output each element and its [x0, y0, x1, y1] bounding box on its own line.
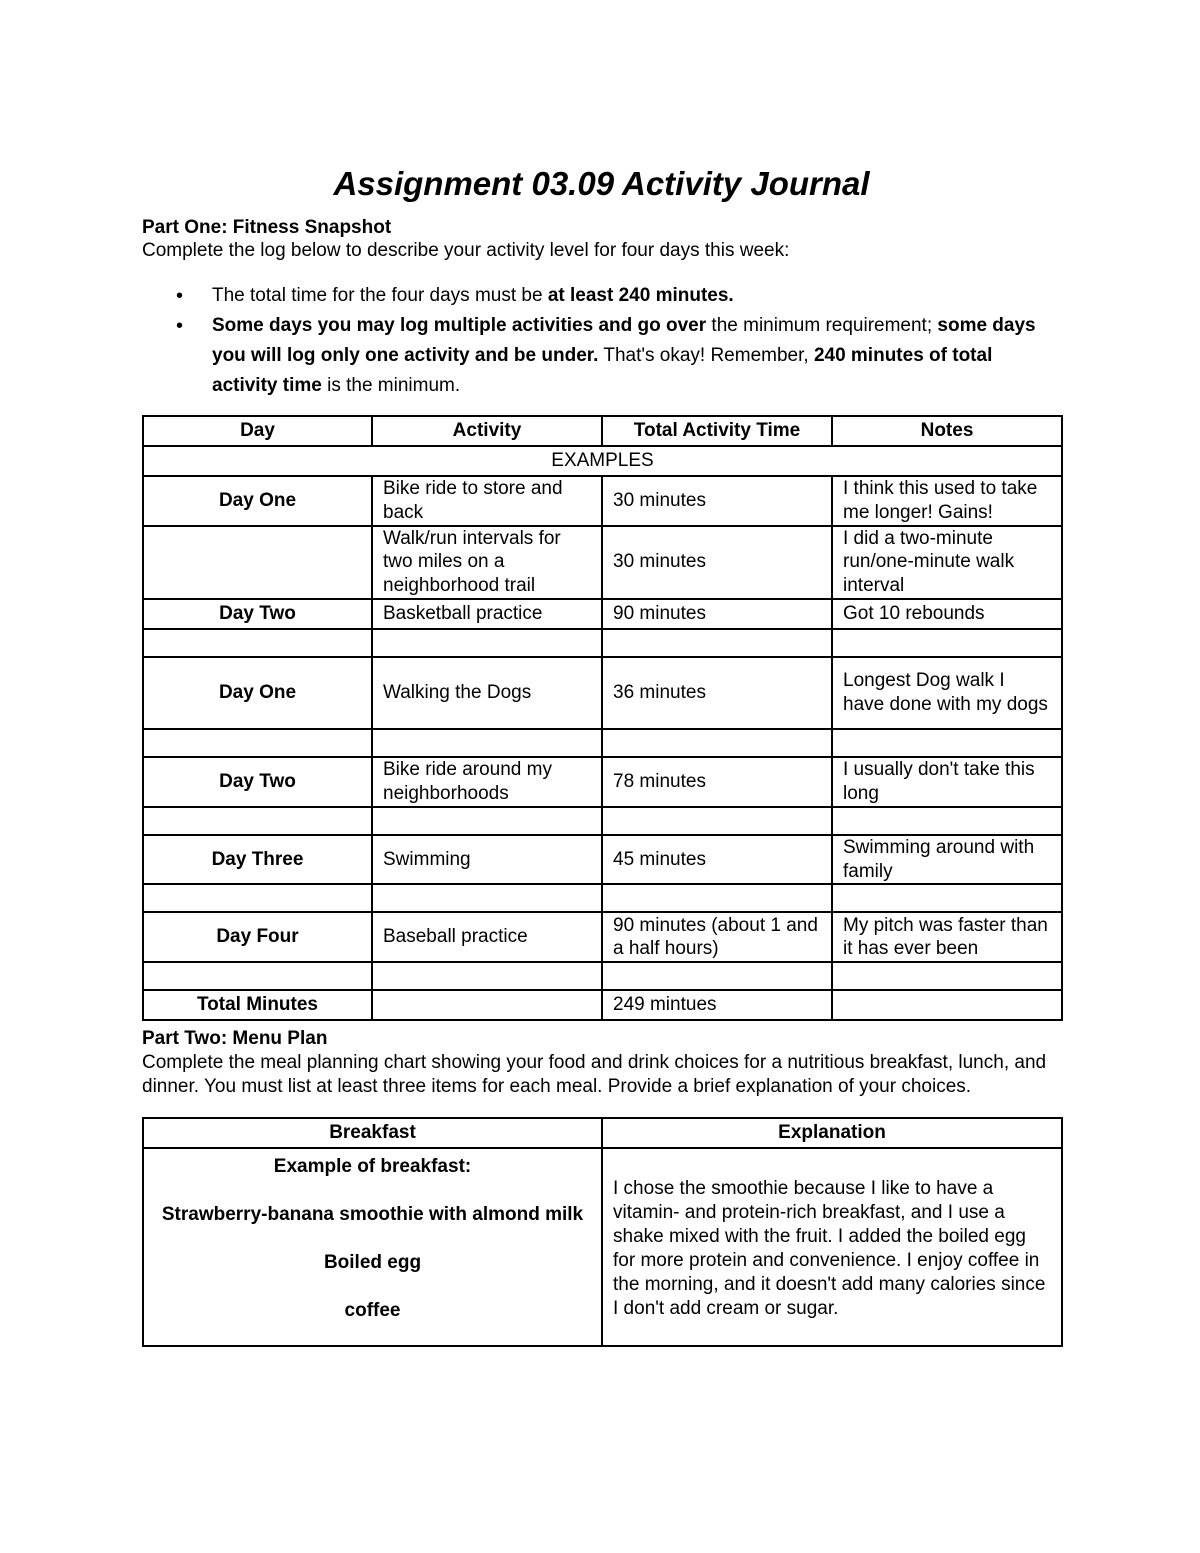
blank-row [143, 962, 1062, 990]
time-cell: 30 minutes [602, 476, 832, 526]
notes-cell: Swimming around with family [832, 835, 1062, 885]
blank-row [143, 729, 1062, 757]
time-cell: 78 minutes [602, 757, 832, 807]
header-total-time: Total Activity Time [602, 416, 832, 446]
part-two-intro: Complete the meal planning chart showing your food and drink choices for a nutritious breakfast, lunch, and dinner. You must list at least three items for each meal. Provide a brief explanation of your choices. [142, 1052, 1047, 1097]
table-row [143, 476, 1062, 526]
document-page [142, 164, 1061, 1347]
total-label: Total Minutes [143, 990, 372, 1020]
notes-cell: I think this used to take me longer! Gains! [832, 476, 1062, 526]
notes-cell: Longest Dog walk I have done with my dogs [832, 657, 1062, 729]
blank-row [143, 807, 1062, 835]
total-value: 249 mintues [602, 990, 832, 1020]
notes-cell: I did a two-minute run/one-minute walk interval [832, 526, 1062, 599]
time-cell: 90 minutes [602, 599, 832, 629]
requirement-bullet-1: • The total time for the four days must be at least 240 minutes. [212, 281, 1061, 311]
notes-cell: I usually don't take this long [832, 757, 1062, 807]
notes-cell: Got 10 rebounds [832, 599, 1062, 629]
table-row [143, 1148, 1062, 1346]
activity-cell: Basketball practice [372, 599, 602, 629]
day-cell [143, 526, 372, 599]
total-row [143, 990, 1062, 1020]
activity-cell: Walk/run intervals for two miles on a neighborhood trail [372, 526, 602, 599]
time-cell: 36 minutes [602, 657, 832, 729]
breakfast-item: coffee [344, 1299, 401, 1321]
time-cell: 90 minutes (about 1 and a half hours) [602, 912, 832, 962]
activity-cell: Baseball practice [372, 912, 602, 962]
breakfast-cell [143, 1148, 602, 1346]
part-two-heading: Part Two: Menu Plan [142, 1028, 328, 1050]
part-one-intro: Complete the log below to describe your activity level for four days this week: [142, 240, 790, 262]
activity-cell: Swimming [372, 835, 602, 885]
requirements-list [142, 281, 1061, 401]
table-header-row [143, 416, 1062, 446]
day-cell: Day Two [143, 599, 372, 629]
header-day: Day [143, 416, 372, 446]
breakfast-item: Boiled egg [323, 1251, 422, 1273]
notes-cell: My pitch was faster than it has ever been [832, 912, 1062, 962]
header-notes: Notes [832, 416, 1062, 446]
table-header-row [143, 1118, 1062, 1148]
time-cell: 45 minutes [602, 835, 832, 885]
activity-cell: Bike ride to store and back [372, 476, 602, 526]
blank-row [143, 629, 1062, 657]
examples-row [143, 446, 1062, 476]
part-two-section [142, 1027, 1061, 1346]
table-row [143, 657, 1062, 729]
day-cell: Day One [143, 657, 372, 729]
header-breakfast: Breakfast [143, 1118, 602, 1148]
header-activity: Activity [372, 416, 602, 446]
time-cell: 30 minutes [602, 526, 832, 599]
part-one-heading: Part One: Fitness Snapshot [142, 216, 392, 238]
header-explanation: Explanation [602, 1118, 1062, 1148]
table-row [143, 912, 1062, 962]
requirement-bullet-2: • Some days you may log multiple activities and go over the minimum requirement; some days you will log only one activity and be under. That's okay! Remember, 240 minutes of total activity time is the minimum. [212, 311, 1061, 401]
day-cell: Day Three [143, 835, 372, 885]
table-row [143, 757, 1062, 807]
activity-cell: Bike ride around my neighborhoods [372, 757, 602, 807]
explanation-cell: I chose the smoothie because I like to have a vitamin- and protein-rich breakfast, and I use a shake mixed with the fruit. I added the boiled egg for more protein and convenience. I enjoy coffee in the morning, and it doesn't add many calories since I don't add cream or sugar. [602, 1148, 1062, 1346]
day-cell: Day Two [143, 757, 372, 807]
menu-plan-table [142, 1117, 1063, 1347]
table-row [143, 526, 1062, 599]
blank-row [143, 884, 1062, 912]
breakfast-example-label: Example of breakfast: [273, 1155, 472, 1177]
day-cell: Day Four [143, 912, 372, 962]
day-cell: Day One [143, 476, 372, 526]
table-row [143, 599, 1062, 629]
examples-label: EXAMPLES [143, 446, 1062, 476]
table-row [143, 835, 1062, 885]
activity-log-table [142, 415, 1063, 1021]
breakfast-item: Strawberry-banana smoothie with almond milk [161, 1203, 584, 1225]
activity-cell: Walking the Dogs [372, 657, 602, 729]
page-title: Assignment 03.09 Activity Journal [333, 165, 870, 202]
